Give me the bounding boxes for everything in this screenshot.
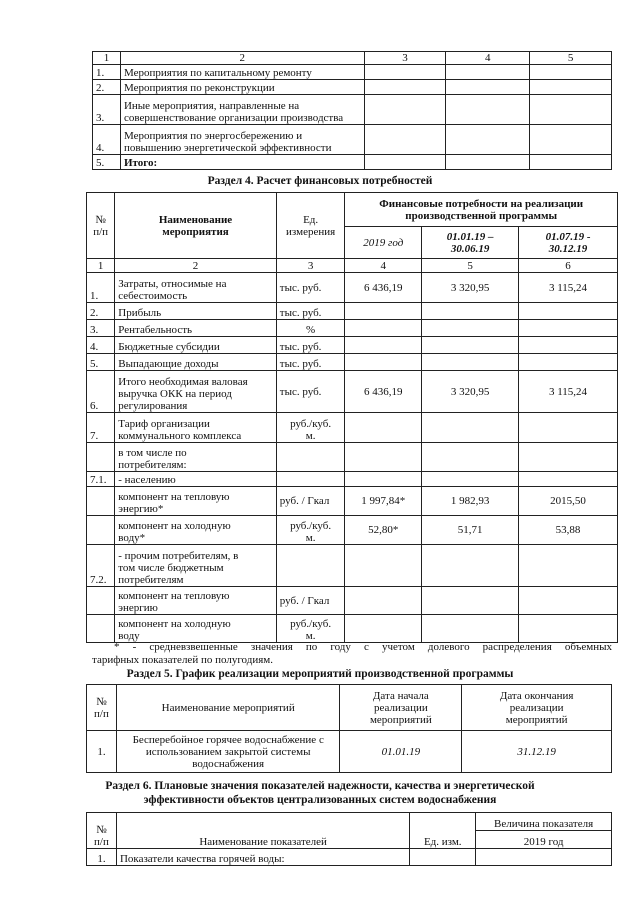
- row-value: 3 320,95: [422, 371, 519, 413]
- row-num: 5.: [93, 155, 121, 170]
- row-name: компонент на тепловую энергию*: [115, 487, 277, 516]
- header-cell: 4: [446, 52, 530, 65]
- row-num: 1.: [87, 273, 115, 303]
- row-unit: руб. / Гкал: [276, 587, 345, 615]
- row-num: 3.: [87, 320, 115, 337]
- index-cell: 3: [276, 259, 345, 273]
- col-num-header: № п/п: [87, 685, 117, 731]
- row-unit: тыс. руб.: [276, 371, 345, 413]
- index-cell: 5: [422, 259, 519, 273]
- section-5-title: Раздел 5. График реализации мероприятий производственной программы: [126, 668, 514, 680]
- row-name: Итого:: [120, 155, 364, 170]
- col-value-header: Величина показателя: [476, 813, 612, 831]
- row-unit: тыс. руб.: [276, 337, 345, 354]
- row-value: 6 436,19: [345, 273, 422, 303]
- footnote: * - средневзвешенные значения по году с учетом долевого распределения объемных тарифных показателей по полугодиям.: [92, 641, 612, 666]
- row-num: 2.: [93, 80, 121, 95]
- row-num: 2.: [87, 303, 115, 320]
- row-unit: руб. / Гкал: [276, 487, 345, 516]
- header-cell: 5: [530, 52, 612, 65]
- row-name: Мероприятия по энергосбережению и повышению энергетической эффективности: [120, 125, 364, 155]
- row-start-date: 01.01.19: [340, 731, 462, 773]
- col-num-header: № п/п: [87, 193, 115, 259]
- row-value: 3 320,95: [422, 273, 519, 303]
- row-unit: руб./куб. м.: [276, 615, 345, 643]
- index-cell: 2: [115, 259, 277, 273]
- col-unit-header: Ед. изм.: [410, 813, 476, 849]
- col-name-header: Наименование мероприятий: [116, 685, 340, 731]
- row-name: в том числе по потребителям:: [115, 443, 277, 472]
- col-name-header: Наименование показателей: [116, 813, 409, 849]
- row-value: 3 115,24: [519, 371, 618, 413]
- row-value: 1 997,84*: [345, 487, 422, 516]
- row-name: Мероприятия по реконструкции: [120, 80, 364, 95]
- row-num: 3.: [93, 95, 121, 125]
- row-name: - прочим потребителям, в том числе бюджетным потребителям: [115, 545, 277, 587]
- row-name: компонент на тепловую энергию: [115, 587, 277, 615]
- period-h2: 01.07.19 - 30.12.19: [519, 227, 618, 259]
- section-4-title: Раздел 4. Расчет финансовых потребностей: [207, 175, 433, 187]
- row-unit: %: [276, 320, 345, 337]
- table-indicators: [86, 812, 612, 866]
- row-num: 1.: [87, 731, 117, 773]
- row-name: Итого необходимая валовая выручка ОКК на период регулирования: [115, 371, 277, 413]
- col-name-header: Наименование мероприятия: [115, 193, 277, 259]
- row-value: 52,80*: [345, 516, 422, 545]
- index-cell: 4: [345, 259, 422, 273]
- period-h1: 01.01.19 – 30.06.19: [422, 227, 519, 259]
- table-financial-needs: [86, 192, 618, 643]
- row-num: 4.: [93, 125, 121, 155]
- row-name: Бесперебойное горячее водоснабжение с использованием закрытой системы водоснабжения: [116, 731, 340, 773]
- row-unit: тыс. руб.: [276, 303, 345, 320]
- row-unit: руб./куб. м.: [276, 413, 345, 443]
- row-name: компонент на холодную воду*: [115, 516, 277, 545]
- row-name: Мероприятия по капитальному ремонту: [120, 65, 364, 80]
- row-name: Рентабельность: [115, 320, 277, 337]
- row-name: Выпадающие доходы: [115, 354, 277, 371]
- header-cell: 1: [93, 52, 121, 65]
- col-end-header: Дата окончания реализации мероприятий: [462, 685, 612, 731]
- row-num: 7.1.: [87, 472, 115, 487]
- table-activities: [92, 51, 612, 170]
- row-name: Затраты, относимые на себестоимость: [115, 273, 277, 303]
- col-start-header: Дата начала реализации мероприятий: [340, 685, 462, 731]
- period-2019: 2019 год: [345, 227, 422, 259]
- row-value: 3 115,24: [519, 273, 618, 303]
- row-num: 6.: [87, 371, 115, 413]
- row-end-date: 31.12.19: [462, 731, 612, 773]
- row-value: 6 436,19: [345, 371, 422, 413]
- row-name: Бюджетные субсидии: [115, 337, 277, 354]
- row-name: Иные мероприятия, направленные на совершенствование организации производства: [120, 95, 364, 125]
- row-value: 53,88: [519, 516, 618, 545]
- row-name: Показатели качества горячей воды:: [116, 849, 409, 866]
- row-name: компонент на холодную воду: [115, 615, 277, 643]
- row-num: 4.: [87, 337, 115, 354]
- header-cell: 2: [120, 52, 364, 65]
- index-cell: 1: [87, 259, 115, 273]
- index-cell: 6: [519, 259, 618, 273]
- header-cell: 3: [364, 52, 446, 65]
- row-num: 1.: [87, 849, 117, 866]
- row-num: 7.: [87, 413, 115, 443]
- row-name: Прибыль: [115, 303, 277, 320]
- section-6-title: Раздел 6. Плановые значения показателей надежности, качества и энергетической эффективности объектов централизованных систем водоснабжения: [105, 780, 535, 806]
- row-name: Тариф организации коммунального комплекса: [115, 413, 277, 443]
- col-num-header: № п/п: [87, 813, 117, 849]
- row-unit: руб./куб. м.: [276, 516, 345, 545]
- row-num: 1.: [93, 65, 121, 80]
- row-unit: тыс. руб.: [276, 354, 345, 371]
- table-schedule: [86, 684, 612, 773]
- col-year-header: 2019 год: [476, 831, 612, 849]
- row-name: - населению: [115, 472, 277, 487]
- col-unit-header: Ед. измерения: [276, 193, 345, 259]
- row-unit: тыс. руб.: [276, 273, 345, 303]
- row-value: 2015,50: [519, 487, 618, 516]
- row-value: 1 982,93: [422, 487, 519, 516]
- row-num: 7.2.: [87, 545, 115, 587]
- row-value: 51,71: [422, 516, 519, 545]
- row-num: 5.: [87, 354, 115, 371]
- col-fin-header: Финансовые потребности на реализации производственной программы: [345, 193, 618, 227]
